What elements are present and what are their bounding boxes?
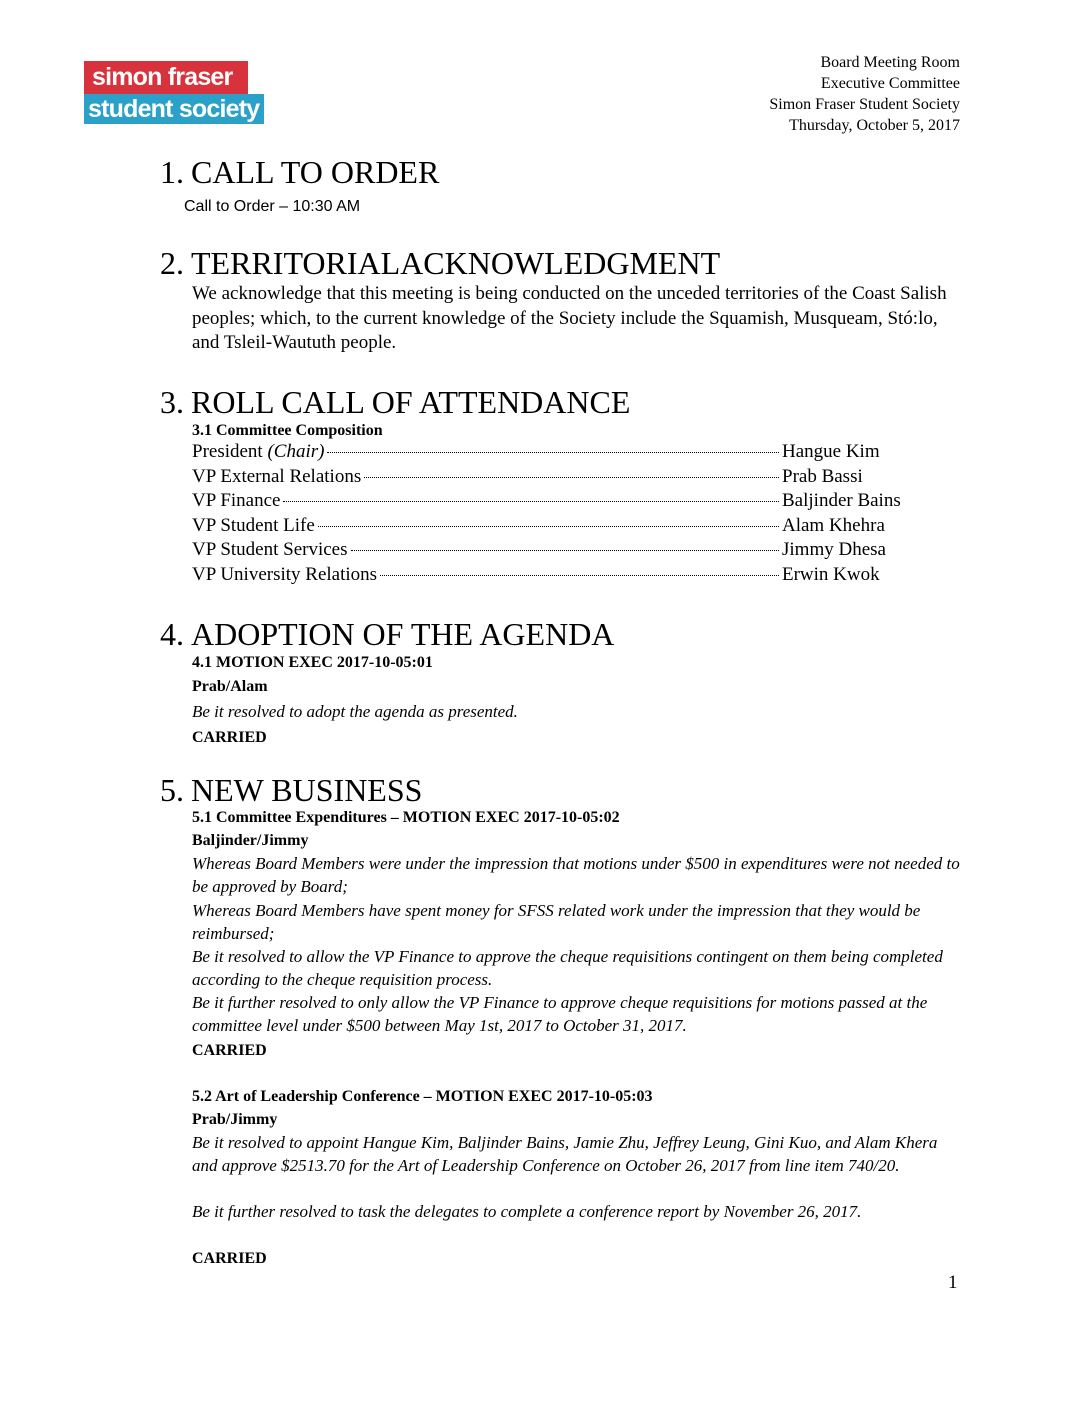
call-to-order-text: Call to Order – 10:30 AM <box>184 198 361 215</box>
role-label: VP Student Life <box>192 514 315 536</box>
leader-dots <box>380 575 779 576</box>
section-title: NEW BUSINESS <box>191 772 423 808</box>
meeting-header <box>769 52 960 136</box>
role-note: (Chair) <box>267 441 325 462</box>
role-label: VP External Relations <box>192 465 362 487</box>
roster-row <box>192 465 924 490</box>
section-4-heading <box>160 616 614 652</box>
header-location: Board Meeting Room <box>820 54 960 71</box>
leader-dots <box>364 477 779 478</box>
role-label: VP Student Services <box>192 539 348 560</box>
roster-row <box>192 489 924 514</box>
section-number: 2. <box>160 245 184 281</box>
section-title: TERRITORIALACKNOWLEDGMENT <box>191 245 721 281</box>
role-label: VP Finance <box>192 490 281 511</box>
leader-dots <box>327 452 779 453</box>
member-name: Jimmy Dhesa <box>782 539 886 560</box>
member-name: Baljinder Bains <box>782 490 901 511</box>
role-label: President (Chair) <box>192 441 325 462</box>
section-number: 5. <box>160 772 184 808</box>
motion-clause: Be it further resolved to task the delegates to complete a conference report by November 26, 2017. <box>192 1202 862 1221</box>
section-number: 1. <box>160 154 184 190</box>
motion-result: CARRIED <box>192 1250 267 1267</box>
roster-row <box>192 514 924 539</box>
motion-clause: Whereas Board Members were under the impression that motions under $500 in expenditures were not needed to be approved by Board; <box>192 854 960 896</box>
sfss-logo <box>84 61 264 124</box>
motion-clause: Be it resolved to appoint Hangue Kim, Baljinder Bains, Jamie Zhu, Jeffrey Leung, Gini Kuo, and Alam Khera and approve $2513.70 for the Art of Leadership Conference on October 26, 2017 from line item 740/20. <box>192 1133 938 1175</box>
member-name: Hangue Kim <box>782 441 880 462</box>
header-committee: Executive Committee <box>820 75 960 92</box>
page-number: 1 <box>948 1272 958 1293</box>
motion-movers: Baljinder/Jimmy <box>192 832 309 849</box>
logo-line-1: simon fraser <box>84 61 248 94</box>
leader-dots <box>283 501 779 502</box>
motion-clause: Be it further resolved to only allow the VP Finance to approve cheque requisitions for motions passed at the committee level under $500 between May 1st, 2017 to October 31, 2017. <box>192 993 928 1035</box>
territorial-acknowledgment-text: We acknowledge that this meeting is being conducted on the unceded territories of the Coast Salish peoples; which, to the current knowledge of the Society include the Squamish, Musqueam, Stó:lo, and Tsleil-Waututh people. <box>192 283 947 353</box>
motion-heading: 4.1 MOTION EXEC 2017-10-05:01 <box>192 654 433 671</box>
committee-composition-heading: 3.1 Committee Composition <box>192 422 383 439</box>
member-name: Prab Bassi <box>782 465 863 487</box>
roster-row <box>192 440 924 465</box>
section-number: 4. <box>160 616 184 652</box>
member-name: Alam Khehra <box>782 514 885 536</box>
section-5-heading <box>160 772 422 808</box>
section-title: CALL TO ORDER <box>191 154 440 190</box>
section-1-heading <box>160 154 439 190</box>
section-2-heading <box>160 245 720 281</box>
motion-heading: 5.1 Committee Expenditures – MOTION EXEC 2017-10-05:02 <box>192 809 620 826</box>
roster-row <box>192 563 924 588</box>
section-title: ROLL CALL OF ATTENDANCE <box>191 384 631 420</box>
header-organization: Simon Fraser Student Society <box>769 96 960 113</box>
roster-list <box>192 440 924 587</box>
header-date: Thursday, October 5, 2017 <box>789 117 960 134</box>
member-name: Erwin Kwok <box>782 563 880 585</box>
section-title: ADOPTION OF THE AGENDA <box>191 616 615 652</box>
motion-movers: Prab/Alam <box>192 678 268 695</box>
leader-dots <box>318 526 779 527</box>
section-3-heading <box>160 384 630 420</box>
motion-clause: Be it resolved to allow the VP Finance to approve the cheque requisitions contingent on them being completed according to the cheque requisition process. <box>192 947 943 989</box>
motion-clause: Whereas Board Members have spent money for SFSS related work under the impression that they would be reimbursed; <box>192 901 921 943</box>
roster-row <box>192 538 924 563</box>
motion-text: Be it resolved to adopt the agenda as presented. <box>192 702 518 721</box>
role-label: VP University Relations <box>192 563 378 585</box>
motion-result: CARRIED <box>192 729 267 746</box>
leader-dots <box>351 550 779 551</box>
section-number: 3. <box>160 384 184 420</box>
logo-line-2: student society <box>84 94 264 124</box>
motion-movers: Prab/Jimmy <box>192 1111 278 1128</box>
motion-heading: 5.2 Art of Leadership Conference – MOTION EXEC 2017-10-05:03 <box>192 1088 653 1105</box>
motion-result: CARRIED <box>192 1042 267 1059</box>
